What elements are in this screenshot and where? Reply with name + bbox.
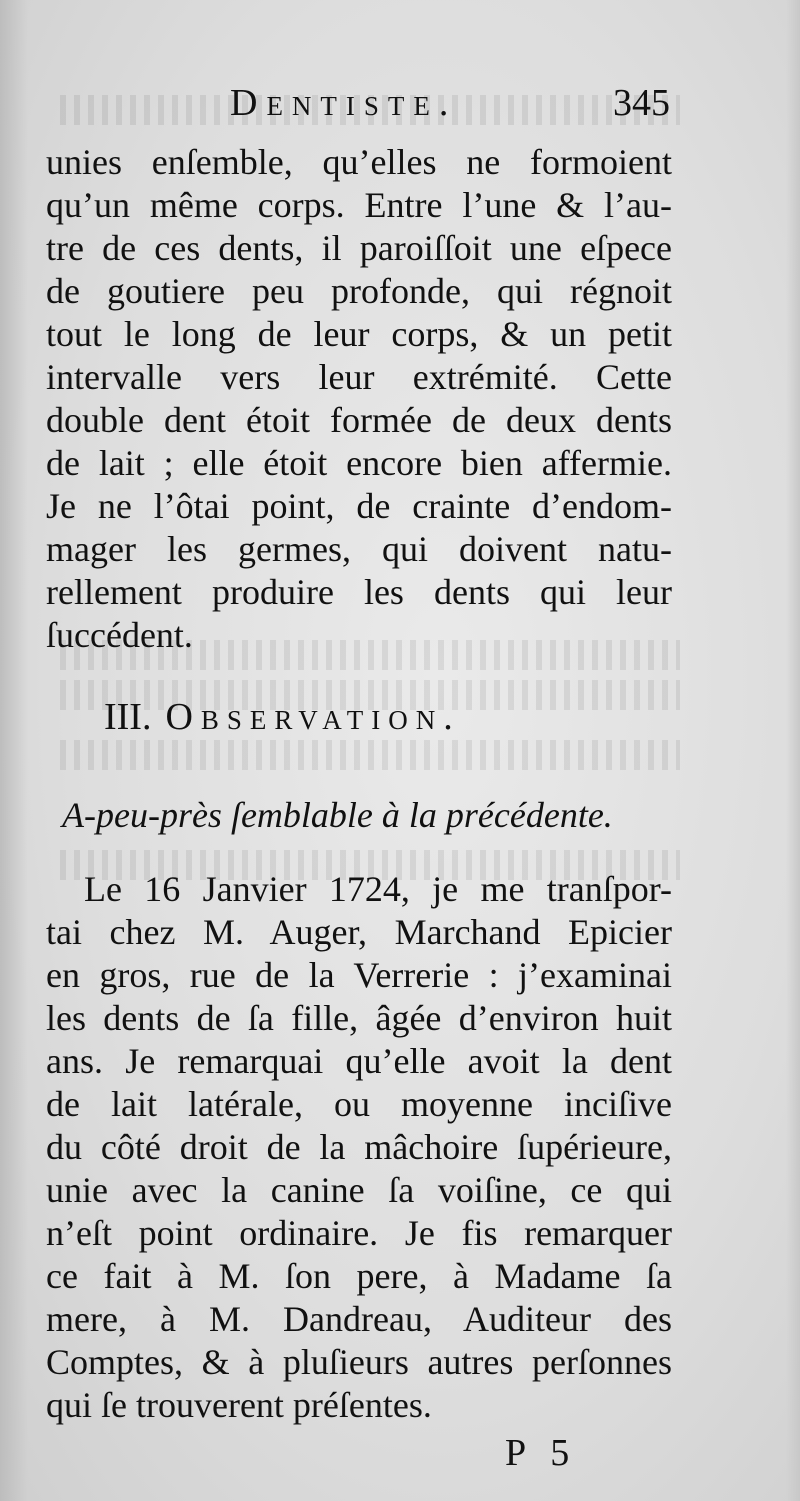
text-line: tai chez M. Auger, Marchand Epicier [46, 912, 672, 952]
section-subtitle: A-peu-près ſemblable à la précédente. [62, 795, 613, 835]
text-line: de goutiere peu profonde, qui régnoit [46, 271, 672, 311]
text-line: n’eſt point ordinaire. Je fis remarquer [46, 1213, 672, 1253]
text-line: tre de ces dents, il paroiſſoit une eſpece [46, 228, 672, 268]
text-line: Le 16 Janvier 1724, je me tranſpor- [84, 869, 672, 909]
page-number: 345 [613, 82, 670, 124]
text-line: du côté droit de la mâchoire ſupérieure, [46, 1127, 672, 1167]
text-line: mager les germes, qui doivent natu- [46, 529, 672, 569]
text-line: en gros, rue de la Verrerie : j’examinai [46, 955, 672, 995]
text-line: rellement produire les dents qui leur [46, 572, 672, 612]
signature-mark: P 5 [505, 1432, 578, 1474]
page-header [230, 78, 670, 128]
text-line: intervalle vers leur extrémité. Cette [46, 357, 672, 397]
text-line: ce fait à M. ſon pere, à Madame ſa [46, 1256, 672, 1296]
text-line: de lait latérale, ou moyenne inciſive [46, 1084, 672, 1124]
bleed-through-texture [60, 740, 680, 770]
text-line: Comptes, & à pluſieurs autres perſonnes [46, 1342, 672, 1382]
section-title: Observation. [165, 696, 461, 738]
section-heading [104, 692, 664, 742]
running-title: Dentiste. [230, 82, 458, 124]
text-line: unie avec la canine ſa voiſine, ce qui [46, 1170, 672, 1210]
text-line: tout le long de leur corps, & un petit [46, 314, 672, 354]
text-line: ſuccédent. [46, 615, 193, 655]
text-line: Je ne l’ôtai point, de crainte d’endom- [46, 486, 672, 526]
text-line: mere, à M. Dandreau, Auditeur des [46, 1299, 672, 1339]
text-line: qui ſe trouverent préſentes. [46, 1385, 432, 1425]
text-line: de lait ; elle étoit encore bien affermie. [46, 443, 672, 483]
text-line: ans. Je remarquai qu’elle avoit la dent [46, 1041, 672, 1081]
section-number: III. [104, 696, 152, 738]
text-line: qu’un même corps. Entre l’une & l’au- [46, 185, 672, 225]
text-line: double dent étoit formée de deux dents [46, 400, 672, 440]
text-line: unies enſemble, qu’elles ne formoient [46, 142, 672, 182]
text-line: les dents de ſa fille, âgée d’environ huit [46, 998, 672, 1038]
